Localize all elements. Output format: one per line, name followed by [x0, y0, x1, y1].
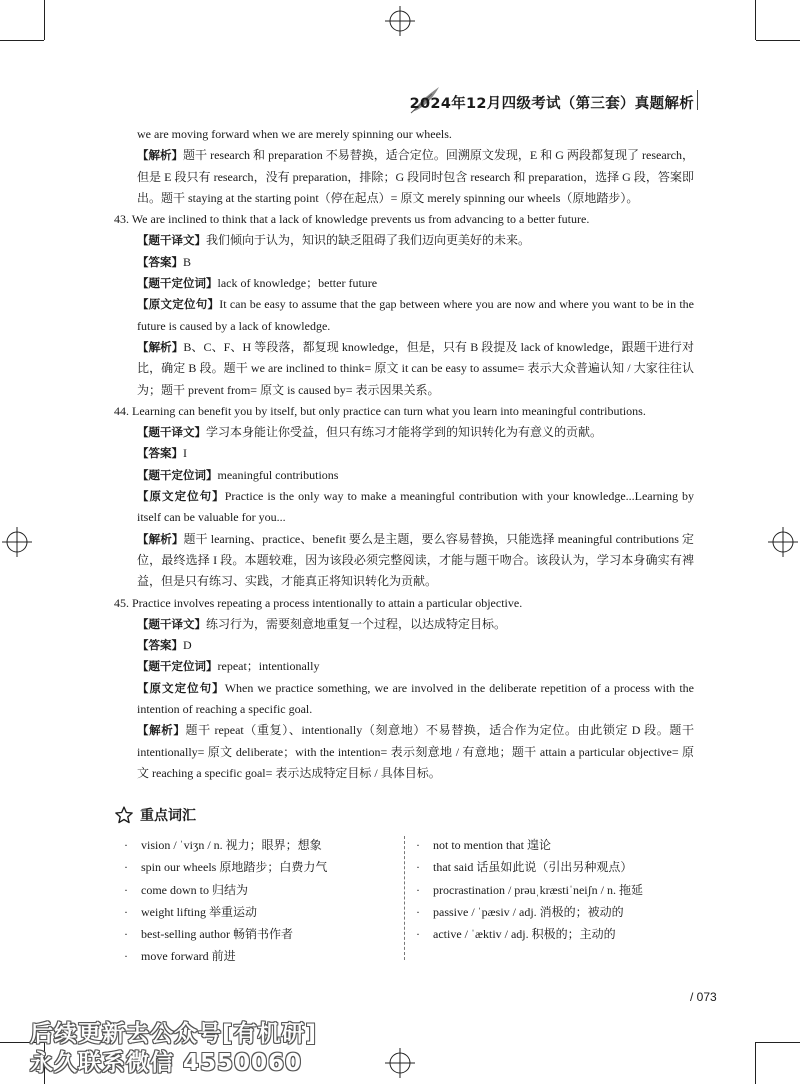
vocab-title: 重点词汇: [140, 808, 196, 824]
bullet: ·: [124, 949, 128, 964]
answer-text: I: [183, 446, 187, 461]
translation-tag: 【题干译文】: [137, 425, 206, 440]
question-45: [114, 593, 694, 785]
bullet: ·: [416, 927, 420, 942]
vocab-item: [416, 879, 706, 901]
keyword-text: repeat；intentionally: [217, 659, 320, 674]
crop-mark: [755, 0, 756, 40]
vocab-text: come down to 归结为: [141, 882, 248, 897]
crop-mark: [756, 40, 800, 41]
page-number: / 073: [690, 990, 717, 1004]
answer-text: B: [183, 254, 192, 269]
bullet: ·: [124, 838, 128, 852]
analysis: [114, 529, 694, 593]
question-number: 43.: [114, 212, 129, 227]
bullet: ·: [124, 904, 128, 919]
bullet: ·: [416, 904, 420, 919]
question-stem: [114, 401, 694, 422]
crop-mark: [756, 1042, 800, 1043]
vocab-item: [124, 945, 394, 967]
crop-mark: [44, 0, 45, 40]
vocab-item: [124, 879, 394, 901]
bullet: ·: [416, 882, 420, 897]
star-outline-icon: [114, 805, 134, 825]
stem-text: Practice involves repeating a process intentionally to attain a particular objective.: [132, 595, 523, 610]
keywords: [114, 656, 694, 677]
vocab-divider: [404, 836, 405, 960]
registration-mark-icon: [768, 527, 798, 557]
bullet: ·: [124, 927, 128, 942]
source-tag: 【原文定位句】: [137, 297, 220, 312]
vocab-text: passive / ˈpæsiv / adj. 消极的；被动的: [433, 904, 624, 919]
crop-mark: [0, 40, 44, 41]
analysis-text: 题干 research 和 preparation 不易替换，适合定位。回溯原文发现，E 和 G 两段都复现了 research，但是 E 段只有 research，没有 preparation，排除；G 段同时包含 research 和 preparation，选择 G 段，答案即出。题干 staying at the starting point（停在起点）= 原文 merely spinning our wheels（原地踏步）。: [137, 148, 694, 205]
answer-text: D: [183, 638, 192, 653]
analysis: [114, 337, 694, 401]
vocab-item: [124, 901, 394, 923]
vocab-heading: [114, 803, 196, 827]
stem-text: We are inclined to think that a lack of knowledge prevents us from advancing to a better future.: [131, 212, 590, 227]
bullet: ·: [416, 860, 420, 875]
keyword-tag: 【题干定位词】: [137, 276, 218, 291]
keyword-text: meaningful contributions: [217, 467, 339, 482]
analysis-tag: 【解析】: [137, 723, 186, 738]
answer-tag: 【答案】: [137, 638, 183, 653]
vocab-text: that said 话虽如此说（引出另种观点）: [433, 860, 633, 875]
translation-text: 学习本身能让你受益，但只有练习才能将学到的知识转化为有意义的贡献。: [206, 425, 603, 440]
source-text: It can be easy to assume that the gap between where you are now and where you want to be in the future is caused by a lack of knowledge.: [137, 297, 694, 333]
vocab-list-left: [124, 834, 394, 968]
vocab-item: [416, 834, 706, 856]
source-sentence: [114, 678, 694, 721]
answer: [114, 443, 694, 464]
stem-text: Learning can benefit you by itself, but only practice can turn what you learn into meaningful contributions.: [132, 403, 646, 418]
question-44: [114, 401, 694, 593]
analysis-text: 题干 learning、practice、benefit 要么是主题，要么容易替换，只能选择 meaningful contributions 定位，最终选择 I 段。本题较难，因为该段必须完整阅读，才能与题干吻合。该段认为，学习本身确实有裨益，但是只有练习、实践，才能真正将知识转化为贡献。: [137, 531, 695, 589]
vocab-item: [124, 856, 394, 878]
answer: [114, 252, 694, 273]
question-number: 44.: [114, 403, 129, 418]
source-text: When we practice something, we are involved in the deliberate repetition of a process with the intention of reaching a specific goal.: [137, 680, 694, 717]
crop-mark: [755, 1042, 756, 1084]
source-tag: 【原文定位句】: [137, 489, 225, 504]
question-number: 45.: [114, 595, 129, 610]
vocab-text: move forward 前进: [141, 949, 236, 964]
analysis: [114, 720, 694, 784]
vocab-text: active / ˈæktiv / adj. 积极的；主动的: [433, 927, 616, 942]
vocab-text: not to mention that 遑论: [433, 838, 551, 852]
analysis-text: B、C、F、H 等段落，都复现 knowledge，但是，只有 B 段提及 lack of knowledge，跟题干进行对比，确定 B 段。题干 we are inclined to think= 原文 it can be easy to assume= 表示大众普遍认知 / 大家往往认为；题干 prevent from= 原文 is caused by= 表示因果关系。: [137, 339, 694, 397]
watermark-line-2: 永久联系微信 4550060: [30, 1050, 303, 1076]
translation-tag: 【题干译文】: [137, 616, 206, 631]
translation: [114, 422, 694, 443]
source-tag: 【原文定位句】: [137, 680, 225, 695]
header-title: 2024年12月四级考试（第三套）真题解析: [409, 96, 694, 112]
vocab-text: best-selling author 畅销书作者: [141, 927, 293, 942]
bullet: ·: [416, 838, 420, 852]
keywords: [114, 465, 694, 486]
vocab-item: [124, 834, 394, 856]
vocab-item: [124, 923, 394, 945]
translation-text: 我们倾向于认为，知识的缺乏阻碍了我们迈向更美好的未来。: [206, 233, 531, 248]
question-stem: [114, 209, 694, 230]
keywords: [114, 273, 694, 294]
answer: [114, 635, 694, 656]
analysis-tag: 【解析】: [137, 148, 184, 163]
header-bar: [697, 90, 699, 110]
analysis-tag: 【解析】: [137, 531, 184, 546]
source-sentence: [114, 294, 694, 337]
answer-tag: 【答案】: [137, 254, 183, 269]
keyword-tag: 【题干定位词】: [137, 659, 218, 674]
question-stem: [114, 593, 694, 614]
translation: [114, 230, 694, 251]
vocab-list-right: [416, 834, 706, 945]
source-sentence: [114, 486, 694, 529]
question-43: [114, 209, 694, 401]
translation: [114, 614, 694, 635]
translation-text: 练习行为，需要刻意地重复一个过程，以达成特定目标。: [206, 616, 507, 631]
source-text: Practice is the only way to make a meaningful contribution with your knowledge...Learning by itself can be valuable for you...: [137, 489, 694, 525]
vocab-text: procrastination / prəuˌkræstiˈneiʃn / n. 拖延: [433, 882, 643, 897]
watermark-line-1: 后续更新去公众号[有机研]: [30, 1021, 318, 1047]
vocab-item: [416, 923, 706, 945]
bullet: ·: [124, 860, 128, 875]
vocab-text: weight lifting 举重运动: [141, 904, 257, 919]
vocab-text: vision / ˈviʒn / n. 视力；眼界；想象: [141, 838, 322, 852]
vocab-text: spin our wheels 原地踏步；白费力气: [141, 860, 328, 875]
keyword-tag: 【题干定位词】: [137, 467, 218, 482]
keyword-text: lack of knowledge；better future: [217, 276, 378, 291]
vocab-item: [416, 901, 706, 923]
carry-analysis: [114, 145, 694, 209]
vocab-item: [416, 856, 706, 878]
carry-line: we are moving forward when we are merely spinning our wheels.: [137, 127, 452, 141]
analysis-text: 题干 repeat（重复）、intentionally（刻意地）不易替换，适合作为定位。由此锁定 D 段。题干 intentionally= 原文 deliberate；with the intention= 表示刻意地 / 有意地；题干 attain a particular objective= 原文 reaching a specific goal= 表示达成特定目标 / 具体目标。: [137, 723, 695, 780]
analysis-tag: 【解析】: [137, 339, 184, 354]
page-header: [408, 84, 698, 112]
answer-tag: 【答案】: [137, 446, 183, 461]
registration-mark-icon: [385, 6, 415, 36]
main-content: [114, 124, 694, 784]
bullet: ·: [124, 882, 128, 897]
registration-mark-icon: [2, 527, 32, 557]
registration-mark-icon: [385, 1048, 415, 1078]
translation-tag: 【题干译文】: [137, 233, 206, 248]
